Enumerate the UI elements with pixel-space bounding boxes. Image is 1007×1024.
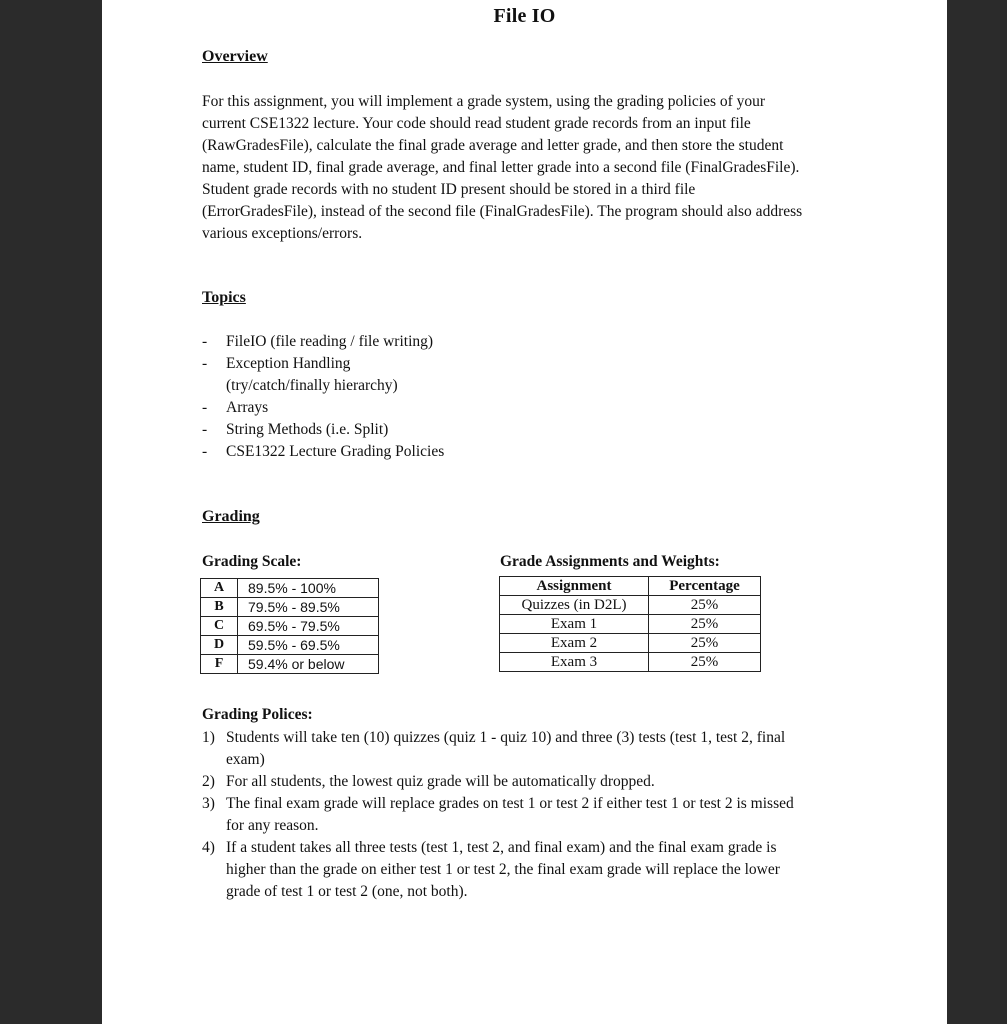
grading-scale-title: Grading Scale: xyxy=(202,553,302,570)
policy-number: 2) xyxy=(202,773,215,790)
table-row xyxy=(500,615,761,634)
table-row xyxy=(201,617,379,636)
policy-item xyxy=(202,771,842,793)
policies-list xyxy=(202,727,842,903)
overview-line: (ErrorGradesFile), instead of the second file (FinalGradesFile). The program should also address xyxy=(202,203,803,220)
topic-text: CSE1322 Lecture Grading Policies xyxy=(226,443,445,460)
grade-letter: C xyxy=(201,617,238,636)
policy-line: for any reason. xyxy=(226,817,319,834)
grade-range: 59.5% - 69.5% xyxy=(238,636,379,655)
assignment-cell: Quizzes (in D2L) xyxy=(500,596,649,615)
table-row xyxy=(201,579,379,598)
table-row xyxy=(500,653,761,672)
overview-line: name, student ID, final grade average, and final letter grade into a second file (FinalGradesFile). xyxy=(202,159,800,176)
policy-line: For all students, the lowest quiz grade will be automatically dropped. xyxy=(226,773,655,790)
assignment-cell: Exam 2 xyxy=(500,634,649,653)
table-header-row xyxy=(500,577,761,596)
document-page xyxy=(102,0,947,1024)
bullet-dash: - xyxy=(202,399,208,416)
column-header-assignment: Assignment xyxy=(500,577,649,596)
table-row xyxy=(500,596,761,615)
policy-line: The final exam grade will replace grades on test 1 or test 2 if either test 1 or test 2 is missed xyxy=(226,795,794,812)
topic-item xyxy=(202,331,444,353)
grading-scale-table xyxy=(200,578,379,674)
overview-line: For this assignment, you will implement a grade system, using the grading policies of your xyxy=(202,93,766,110)
overview-line: current CSE1322 lecture. Your code should read student grade records from an input file xyxy=(202,115,751,132)
assignment-cell: Exam 1 xyxy=(500,615,649,634)
policy-line: higher than the grade on either test 1 or test 2, the final exam grade will replace the lower xyxy=(226,861,780,878)
overview-line: various exceptions/errors. xyxy=(202,225,363,242)
topic-text: Arrays xyxy=(226,399,269,416)
topics-heading: Topics xyxy=(202,289,246,306)
bullet-dash: - xyxy=(202,355,208,372)
weights-title: Grade Assignments and Weights: xyxy=(500,553,720,570)
policy-item xyxy=(202,837,842,903)
column-header-percentage: Percentage xyxy=(649,577,761,596)
policy-line: If a student takes all three tests (test 1, test 2, and final exam) and the final exam grade is xyxy=(226,839,777,856)
topic-text: FileIO (file reading / file writing) xyxy=(226,333,434,350)
table-row xyxy=(201,655,379,674)
grade-letter: D xyxy=(201,636,238,655)
assignment-cell: Exam 3 xyxy=(500,653,649,672)
grade-range: 69.5% - 79.5% xyxy=(238,617,379,636)
grade-range: 79.5% - 89.5% xyxy=(238,598,379,617)
table-row xyxy=(201,598,379,617)
grade-letter: F xyxy=(201,655,238,674)
table-row xyxy=(500,634,761,653)
policy-line: exam) xyxy=(226,751,265,768)
page-title: File IO xyxy=(493,5,556,27)
topic-item xyxy=(202,419,444,441)
topic-text: Exception Handling xyxy=(226,355,351,372)
percentage-cell: 25% xyxy=(649,596,761,615)
topics-list xyxy=(202,331,444,463)
overview-line: (RawGradesFile), calculate the final grade average and letter grade, and then store the student xyxy=(202,137,784,154)
bullet-dash: - xyxy=(202,333,208,350)
policy-line: grade of test 1 or test 2 (one, not both). xyxy=(226,883,468,900)
policy-item xyxy=(202,727,842,771)
bullet-dash: - xyxy=(202,443,208,460)
topic-text: String Methods (i.e. Split) xyxy=(226,421,389,438)
policy-line: Students will take ten (10) quizzes (quiz 1 - quiz 10) and three (3) tests (test 1, test 2, final xyxy=(226,729,786,746)
grade-letter: A xyxy=(201,579,238,598)
policies-title: Grading Polices: xyxy=(202,706,313,723)
grade-range: 59.4% or below xyxy=(238,655,379,674)
overview-heading: Overview xyxy=(202,48,268,65)
policy-number: 3) xyxy=(202,795,215,812)
policy-number: 4) xyxy=(202,839,215,856)
percentage-cell: 25% xyxy=(649,653,761,672)
grading-heading: Grading xyxy=(202,508,260,525)
grade-range: 89.5% - 100% xyxy=(238,579,379,598)
topic-item xyxy=(202,441,444,463)
policy-number: 1) xyxy=(202,729,215,746)
topic-item xyxy=(202,353,444,397)
overview-paragraph xyxy=(202,91,862,245)
percentage-cell: 25% xyxy=(649,634,761,653)
overview-line: Student grade records with no student ID present should be stored in a third file xyxy=(202,181,696,198)
bullet-dash: - xyxy=(202,421,208,438)
policy-item xyxy=(202,793,842,837)
table-row xyxy=(201,636,379,655)
grade-letter: B xyxy=(201,598,238,617)
percentage-cell: 25% xyxy=(649,615,761,634)
topic-item xyxy=(202,397,444,419)
topic-subtext: (try/catch/finally hierarchy) xyxy=(226,377,398,394)
weights-table xyxy=(499,576,761,672)
